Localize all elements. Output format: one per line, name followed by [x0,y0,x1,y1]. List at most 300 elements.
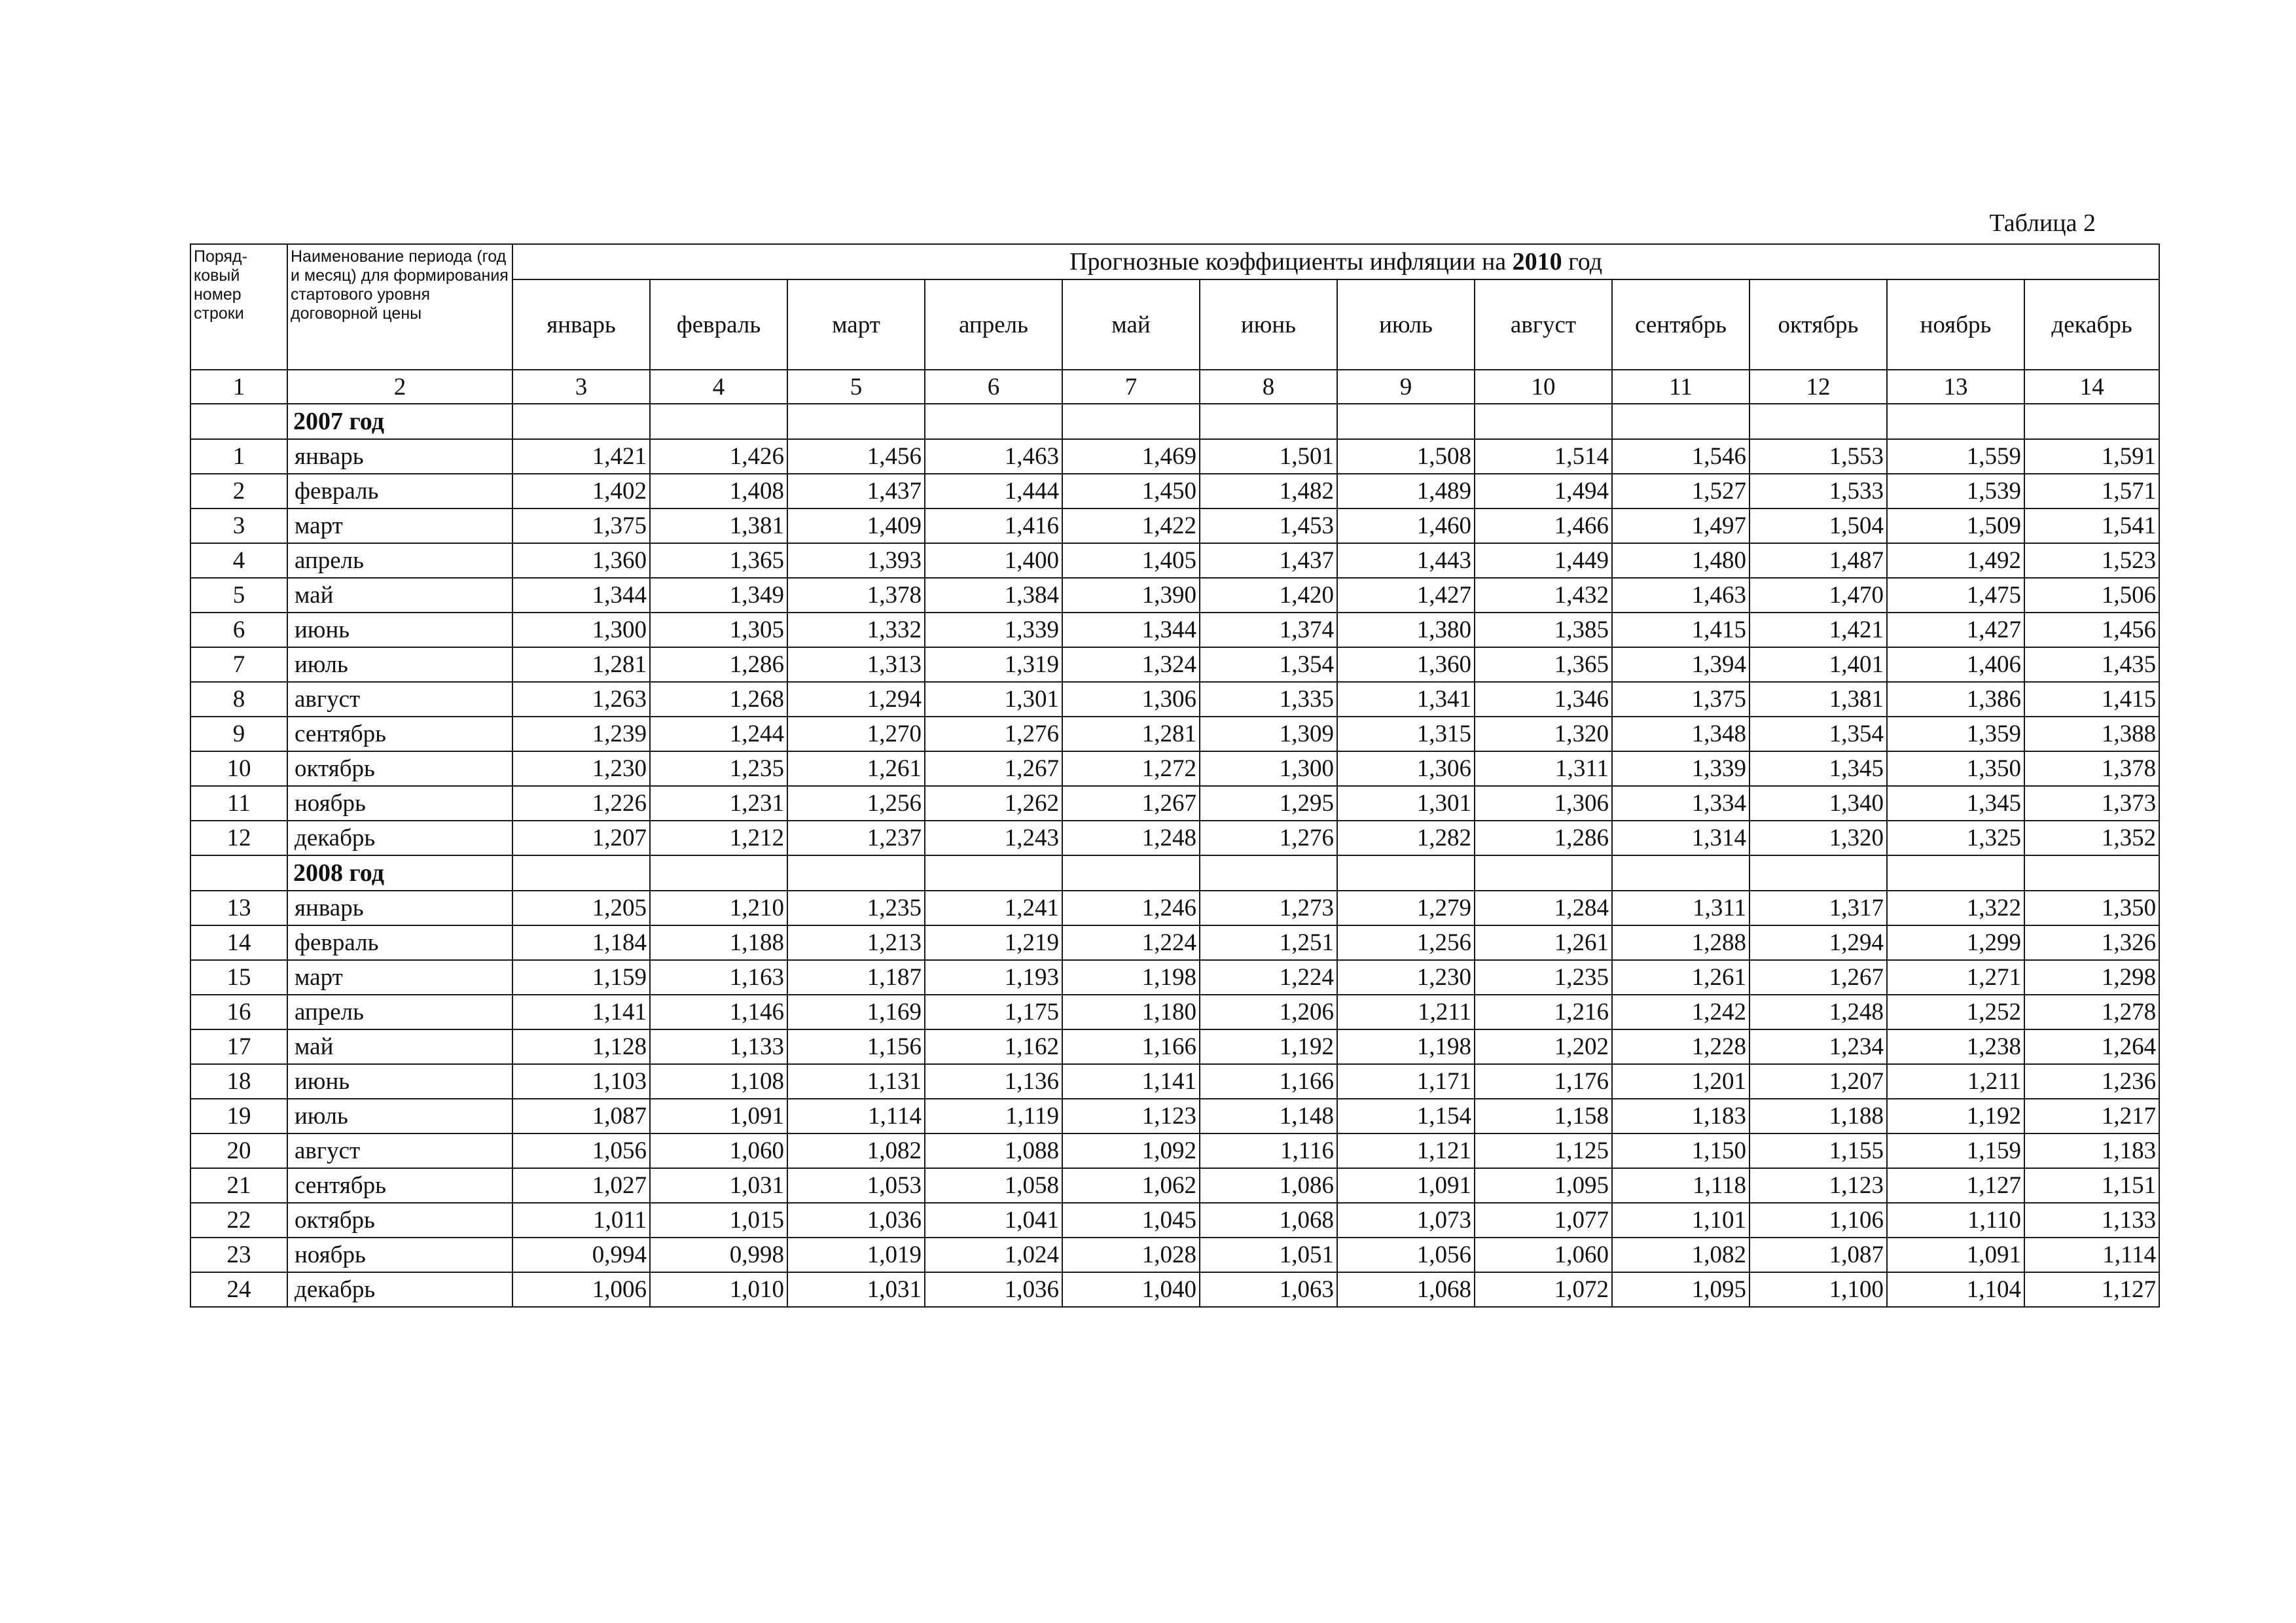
empty-cell [1337,404,1475,439]
coefficient-cell: 1,450 [1062,474,1200,508]
coefficient-cell: 1,166 [1200,1064,1337,1099]
coefficient-cell: 1,306 [1337,751,1475,786]
coefficient-cell: 1,449 [1475,543,1612,578]
row-number: 11 [190,786,287,821]
empty-cell [650,404,787,439]
coefficient-cell: 1,276 [1200,821,1337,855]
empty-cell [1887,404,2024,439]
coefficient-cell: 1,202 [1475,1029,1612,1064]
month-header: февраль [650,279,787,370]
coefficient-cell: 1,051 [1200,1238,1337,1272]
row-number: 1 [190,439,287,474]
coefficient-cell: 1,405 [1062,543,1200,578]
month-header: октябрь [1749,279,1887,370]
coefficient-cell: 1,591 [2024,439,2159,474]
coefficient-cell: 1,435 [2024,647,2159,682]
row-number: 22 [190,1203,287,1238]
coefficient-cell: 1,224 [1200,960,1337,995]
coefficient-cell: 1,082 [787,1133,925,1168]
coefficient-cell: 1,443 [1337,543,1475,578]
empty-cell [1200,404,1337,439]
coefficient-cell: 1,103 [512,1064,650,1099]
column-number: 13 [1887,370,2024,404]
coefficient-cell: 1,300 [1200,751,1337,786]
coefficient-cell: 1,301 [1337,786,1475,821]
coefficient-cell: 1,119 [925,1099,1062,1133]
coefficient-cell: 1,028 [1062,1238,1200,1272]
coefficient-cell: 1,470 [1749,578,1887,613]
coefficient-cell: 1,360 [1337,647,1475,682]
coefficient-cell: 1,546 [1612,439,1749,474]
coefficient-cell: 1,036 [787,1203,925,1238]
coefficient-cell: 1,159 [1887,1133,2024,1168]
coefficient-cell: 1,320 [1475,717,1612,751]
column-number: 9 [1337,370,1475,404]
coefficient-cell: 1,406 [1887,647,2024,682]
table-row [190,508,2159,543]
coefficient-cell: 1,193 [925,960,1062,995]
coefficient-cell: 1,272 [1062,751,1200,786]
period-name: октябрь [287,1203,512,1238]
coefficient-cell: 1,345 [1887,786,2024,821]
month-header: декабрь [2024,279,2159,370]
coefficient-cell: 1,300 [512,613,650,647]
coefficient-cell: 1,306 [1475,786,1612,821]
coefficient-cell: 1,210 [650,891,787,925]
coefficient-cell: 1,176 [1475,1064,1612,1099]
coefficient-cell: 1,228 [1612,1029,1749,1064]
coefficient-cell: 1,166 [1062,1029,1200,1064]
month-header: сентябрь [1612,279,1749,370]
coefficient-cell: 1,432 [1475,578,1612,613]
coefficient-cell: 1,088 [925,1133,1062,1168]
coefficient-cell: 1,311 [1612,891,1749,925]
period-name: сентябрь [287,1168,512,1203]
coefficient-cell: 1,393 [787,543,925,578]
coefficient-cell: 1,523 [2024,543,2159,578]
coefficient-cell: 1,162 [925,1029,1062,1064]
table-row [190,751,2159,786]
table-row [190,578,2159,613]
coefficient-cell: 1,151 [2024,1168,2159,1203]
coefficient-cell: 1,384 [925,578,1062,613]
coefficient-cell: 1,286 [650,647,787,682]
coefficient-cell: 1,273 [1200,891,1337,925]
coefficient-cell: 1,127 [2024,1272,2159,1307]
coefficient-cell: 1,248 [1749,995,1887,1029]
empty-cell [2024,404,2159,439]
row-number: 24 [190,1272,287,1307]
coefficient-cell: 1,060 [650,1133,787,1168]
coefficient-cell: 1,060 [1475,1238,1612,1272]
coefficient-cell: 1,320 [1749,821,1887,855]
coefficient-cell: 1,235 [1475,960,1612,995]
coefficient-cell: 1,019 [787,1238,925,1272]
period-name: февраль [287,474,512,508]
column-number: 1 [190,370,287,404]
coefficient-cell: 1,295 [1200,786,1337,821]
coefficient-cell: 1,077 [1475,1203,1612,1238]
coefficient-cell: 1,180 [1062,995,1200,1029]
coefficient-cell: 1,261 [787,751,925,786]
coefficient-cell: 1,319 [925,647,1062,682]
coefficient-cell: 1,251 [1200,925,1337,960]
coefficient-cell: 1,224 [1062,925,1200,960]
inflation-table [190,243,2160,1308]
coefficient-cell: 1,041 [925,1203,1062,1238]
coefficient-cell: 1,246 [1062,891,1200,925]
period-name: апрель [287,543,512,578]
coefficient-cell: 1,381 [650,508,787,543]
coefficient-cell: 1,062 [1062,1168,1200,1203]
coefficient-cell: 1,305 [650,613,787,647]
column-number: 11 [1612,370,1749,404]
coefficient-cell: 1,171 [1337,1064,1475,1099]
coefficient-cell: 1,114 [2024,1238,2159,1272]
coefficient-cell: 1,264 [2024,1029,2159,1064]
table-row [190,995,2159,1029]
coefficient-cell: 1,092 [1062,1133,1200,1168]
row-number: 2 [190,474,287,508]
coefficient-cell: 1,104 [1887,1272,2024,1307]
coefficient-cell: 1,456 [2024,613,2159,647]
month-header: ноябрь [1887,279,2024,370]
coefficient-cell: 1,235 [650,751,787,786]
column-number: 5 [787,370,925,404]
row-number: 20 [190,1133,287,1168]
coefficient-cell: 1,095 [1475,1168,1612,1203]
coefficient-cell: 1,299 [1887,925,2024,960]
coefficient-cell: 1,409 [787,508,925,543]
coefficient-cell: 1,068 [1200,1203,1337,1238]
coefficient-cell: 1,198 [1337,1029,1475,1064]
coefficient-cell: 1,243 [925,821,1062,855]
empty-cell [1200,855,1337,891]
header-period-name: Наименование периода (год и месяц) для формирования стартового уровня договорной цены [287,244,512,370]
table-row [190,682,2159,717]
table-row [190,821,2159,855]
coefficient-cell: 1,559 [1887,439,2024,474]
coefficient-cell: 1,346 [1475,682,1612,717]
coefficient-cell: 1,095 [1612,1272,1749,1307]
table-row [190,891,2159,925]
coefficient-cell: 1,350 [2024,891,2159,925]
table-row [190,1064,2159,1099]
coefficient-cell: 1,339 [925,613,1062,647]
coefficient-cell: 1,236 [2024,1064,2159,1099]
coefficient-cell: 1,420 [1200,578,1337,613]
row-number: 16 [190,995,287,1029]
coefficient-cell: 1,504 [1749,508,1887,543]
coefficient-cell: 1,298 [2024,960,2159,995]
coefficient-cell: 1,281 [1062,717,1200,751]
coefficient-cell: 1,235 [787,891,925,925]
coefficient-cell: 1,444 [925,474,1062,508]
header-title [512,244,2159,279]
coefficient-cell: 1,390 [1062,578,1200,613]
period-name: ноябрь [287,1238,512,1272]
empty-cell [190,855,287,891]
empty-cell [1475,404,1612,439]
period-name: ноябрь [287,786,512,821]
coefficient-cell: 1,365 [650,543,787,578]
coefficient-cell: 1,374 [1200,613,1337,647]
table-row [190,1099,2159,1133]
coefficient-cell: 1,267 [1062,786,1200,821]
coefficient-cell: 1,492 [1887,543,2024,578]
period-name: май [287,1029,512,1064]
coefficient-cell: 1,284 [1475,891,1612,925]
coefficient-cell: 1,123 [1062,1099,1200,1133]
table-row [190,613,2159,647]
coefficient-cell: 1,354 [1200,647,1337,682]
column-number: 12 [1749,370,1887,404]
coefficient-cell: 1,373 [2024,786,2159,821]
coefficient-cell: 1,058 [925,1168,1062,1203]
empty-cell [1887,855,2024,891]
coefficient-cell: 1,238 [1887,1029,2024,1064]
row-number: 6 [190,613,287,647]
coefficient-cell: 1,242 [1612,995,1749,1029]
coefficient-cell: 1,045 [1062,1203,1200,1238]
coefficient-cell: 1,114 [787,1099,925,1133]
column-number: 3 [512,370,650,404]
coefficient-cell: 1,385 [1475,613,1612,647]
coefficient-cell: 1,539 [1887,474,2024,508]
row-number: 10 [190,751,287,786]
coefficient-cell: 1,375 [512,508,650,543]
coefficient-cell: 1,339 [1612,751,1749,786]
coefficient-cell: 1,206 [1200,995,1337,1029]
table-row [190,439,2159,474]
coefficient-cell: 1,437 [1200,543,1337,578]
header-title-year: 2010 [1512,248,1562,276]
period-name: март [287,960,512,995]
coefficient-cell: 1,276 [925,717,1062,751]
coefficient-cell: 1,252 [1887,995,2024,1029]
coefficient-cell: 1,163 [650,960,787,995]
coefficient-cell: 1,315 [1337,717,1475,751]
coefficient-cell: 1,123 [1749,1168,1887,1203]
coefficient-cell: 1,415 [2024,682,2159,717]
coefficient-cell: 1,125 [1475,1133,1612,1168]
empty-cell [1475,855,1612,891]
coefficient-cell: 1,301 [925,682,1062,717]
coefficient-cell: 1,334 [1612,786,1749,821]
coefficient-cell: 1,437 [787,474,925,508]
table-row [190,543,2159,578]
header-row-number: Поряд-ковый номер строки [190,244,287,370]
coefficient-cell: 1,024 [925,1238,1062,1272]
period-name: декабрь [287,1272,512,1307]
coefficient-cell: 1,394 [1612,647,1749,682]
coefficient-cell: 1,211 [1887,1064,2024,1099]
table-row [190,1029,2159,1064]
month-header: март [787,279,925,370]
coefficient-cell: 1,359 [1887,717,2024,751]
column-number-row [190,370,2159,404]
coefficient-cell: 1,106 [1749,1203,1887,1238]
coefficient-cell: 1,158 [1475,1099,1612,1133]
row-number: 13 [190,891,287,925]
coefficient-cell: 1,400 [925,543,1062,578]
table-row [190,960,2159,995]
coefficient-cell: 1,068 [1337,1272,1475,1307]
coefficient-cell: 1,288 [1612,925,1749,960]
empty-cell [1062,855,1200,891]
coefficient-cell: 1,422 [1062,508,1200,543]
coefficient-cell: 1,230 [512,751,650,786]
coefficient-cell: 1,268 [650,682,787,717]
coefficient-cell: 1,267 [925,751,1062,786]
coefficient-cell: 1,427 [1887,613,2024,647]
coefficient-cell: 1,091 [1887,1238,2024,1272]
coefficient-cell: 1,237 [787,821,925,855]
row-number: 3 [190,508,287,543]
coefficient-cell: 1,087 [1749,1238,1887,1272]
header-title-suffix: год [1568,248,1603,276]
row-number: 15 [190,960,287,995]
coefficient-cell: 1,216 [1475,995,1612,1029]
year-row [190,855,2159,891]
coefficient-cell: 1,571 [2024,474,2159,508]
coefficient-cell: 1,187 [787,960,925,995]
coefficient-cell: 1,341 [1337,682,1475,717]
table-row [190,1272,2159,1307]
coefficient-cell: 1,421 [1749,613,1887,647]
coefficient-cell: 1,506 [2024,578,2159,613]
coefficient-cell: 1,211 [1337,995,1475,1029]
coefficient-cell: 1,381 [1749,682,1887,717]
empty-cell [1749,855,1887,891]
coefficient-cell: 1,072 [1475,1272,1612,1307]
coefficient-cell: 1,192 [1887,1099,2024,1133]
table-row [190,1238,2159,1272]
empty-cell [2024,855,2159,891]
coefficient-cell: 1,340 [1749,786,1887,821]
coefficient-cell: 1,010 [650,1272,787,1307]
coefficient-cell: 1,469 [1062,439,1200,474]
coefficient-cell: 1,027 [512,1168,650,1203]
empty-cell [650,855,787,891]
coefficient-cell: 1,087 [512,1099,650,1133]
coefficient-cell: 1,091 [1337,1168,1475,1203]
coefficient-cell: 1,205 [512,891,650,925]
row-number: 23 [190,1238,287,1272]
empty-cell [190,404,287,439]
coefficient-cell: 1,541 [2024,508,2159,543]
coefficient-cell: 1,378 [787,578,925,613]
coefficient-cell: 1,514 [1475,439,1612,474]
coefficient-cell: 1,286 [1475,821,1612,855]
coefficient-cell: 1,415 [1612,613,1749,647]
coefficient-cell: 1,421 [512,439,650,474]
coefficient-cell: 1,256 [787,786,925,821]
row-number: 12 [190,821,287,855]
row-number: 9 [190,717,287,751]
coefficient-cell: 1,213 [787,925,925,960]
coefficient-cell: 1,401 [1749,647,1887,682]
coefficient-cell: 1,231 [650,786,787,821]
table-row [190,647,2159,682]
coefficient-cell: 1,011 [512,1203,650,1238]
coefficient-cell: 1,261 [1612,960,1749,995]
coefficient-cell: 1,475 [1887,578,2024,613]
coefficient-cell: 1,086 [1200,1168,1337,1203]
row-number: 19 [190,1099,287,1133]
coefficient-cell: 1,553 [1749,439,1887,474]
coefficient-cell: 1,141 [1062,1064,1200,1099]
coefficient-cell: 1,354 [1749,717,1887,751]
period-name: январь [287,439,512,474]
period-name: июнь [287,613,512,647]
coefficient-cell: 1,155 [1749,1133,1887,1168]
coefficient-cell: 1,460 [1337,508,1475,543]
row-number: 7 [190,647,287,682]
coefficient-cell: 1,241 [925,891,1062,925]
month-header: май [1062,279,1200,370]
coefficient-cell: 1,230 [1337,960,1475,995]
coefficient-cell: 1,212 [650,821,787,855]
coefficient-cell: 1,006 [512,1272,650,1307]
coefficient-cell: 1,056 [512,1133,650,1168]
period-name: январь [287,891,512,925]
coefficient-cell: 1,345 [1749,751,1887,786]
period-name: июнь [287,1064,512,1099]
coefficient-cell: 1,311 [1475,751,1612,786]
coefficient-cell: 1,116 [1200,1133,1337,1168]
coefficient-cell: 1,375 [1612,682,1749,717]
coefficient-cell: 1,118 [1612,1168,1749,1203]
coefficient-cell: 1,466 [1475,508,1612,543]
coefficient-cell: 1,294 [787,682,925,717]
coefficient-cell: 1,352 [2024,821,2159,855]
coefficient-cell: 1,263 [512,682,650,717]
column-number: 6 [925,370,1062,404]
coefficient-cell: 1,426 [650,439,787,474]
coefficient-cell: 1,175 [925,995,1062,1029]
coefficient-cell: 1,380 [1337,613,1475,647]
coefficient-cell: 1,326 [2024,925,2159,960]
coefficient-cell: 1,207 [512,821,650,855]
coefficient-cell: 1,121 [1337,1133,1475,1168]
coefficient-cell: 1,527 [1612,474,1749,508]
coefficient-cell: 1,408 [650,474,787,508]
column-number: 4 [650,370,787,404]
coefficient-cell: 1,040 [1062,1272,1200,1307]
coefficient-cell: 1,100 [1749,1272,1887,1307]
table-body [190,370,2159,1307]
coefficient-cell: 1,262 [925,786,1062,821]
coefficient-cell: 1,487 [1749,543,1887,578]
coefficient-cell: 1,239 [512,717,650,751]
empty-cell [925,404,1062,439]
coefficient-cell: 1,141 [512,995,650,1029]
coefficient-cell: 1,388 [2024,717,2159,751]
row-number: 17 [190,1029,287,1064]
coefficient-cell: 1,256 [1337,925,1475,960]
coefficient-cell: 1,463 [1612,578,1749,613]
coefficient-cell: 1,482 [1200,474,1337,508]
coefficient-cell: 1,154 [1337,1099,1475,1133]
coefficient-cell: 1,497 [1612,508,1749,543]
coefficient-cell: 1,309 [1200,717,1337,751]
coefficient-cell: 1,386 [1887,682,2024,717]
period-name: октябрь [287,751,512,786]
coefficient-cell: 1,350 [1887,751,2024,786]
coefficient-cell: 1,480 [1612,543,1749,578]
column-number: 10 [1475,370,1612,404]
